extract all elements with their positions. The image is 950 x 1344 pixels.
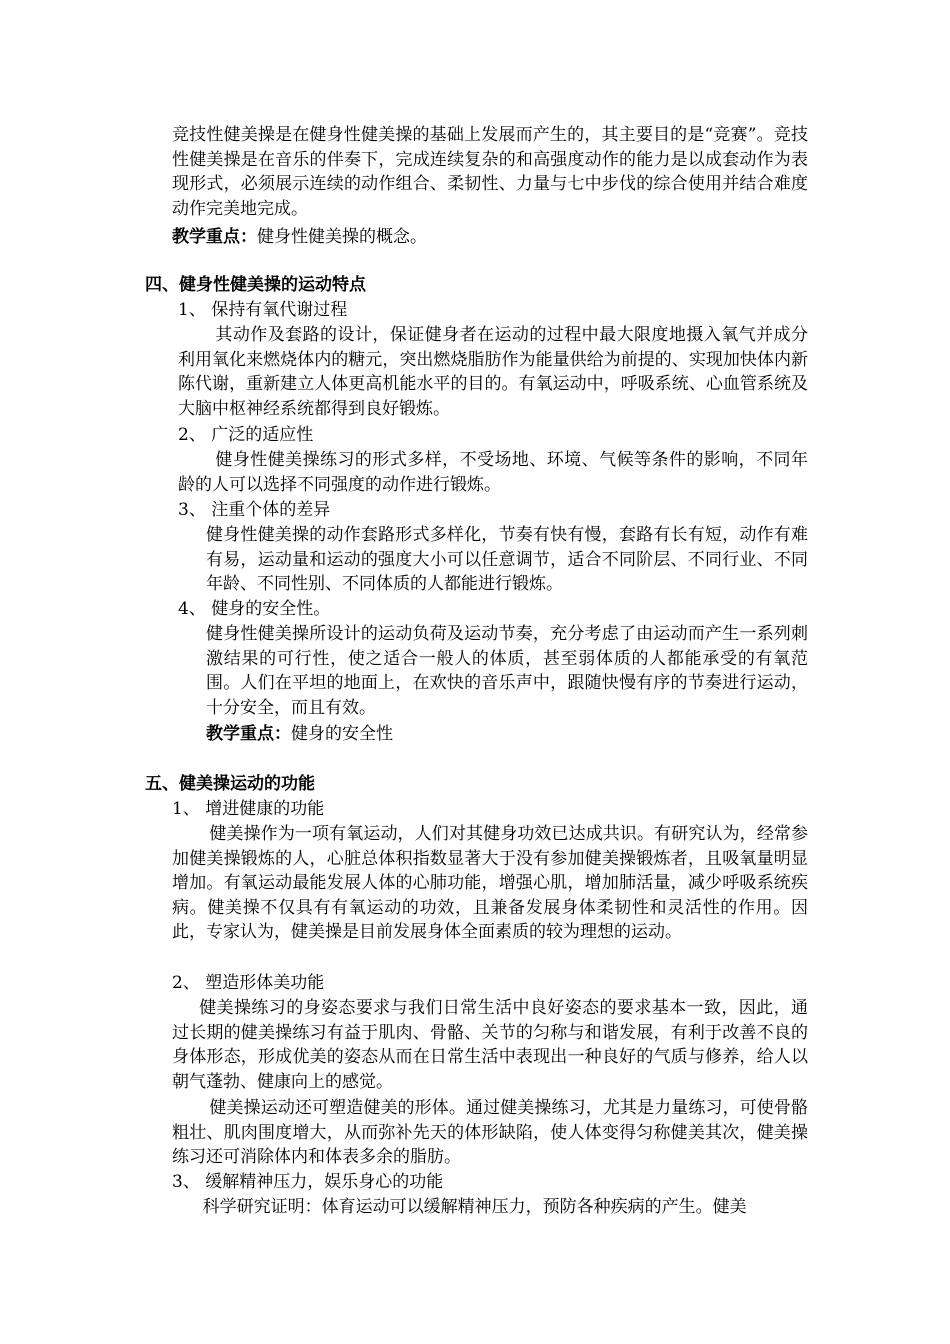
s4-key-point: [206, 722, 808, 747]
s5-item-1-body: 健美操作为一项有氧运动，人们对其健身功效已达成共识。有研究认为，经常参加健美操锻炼的人，心脏总体积指数显著大于没有参加健美操锻炼者，且吸氧量明显增加。有氧运动最能发展人体的心肺功能，增强心肌，增加肺活量，减少呼吸系统疾病。健美操不仅具有有氧运动的功效，且兼备发展身体柔韧性和灵活性的作用。因此，专家认为，健美操是目前发展身体全面素质的较为理想的运动。: [172, 824, 808, 942]
intro-key-point: [172, 225, 808, 250]
s4-item-4-heading: 4、 健身的安全性。: [178, 599, 331, 619]
s5-item-2-heading: 2、 塑造形体美功能: [172, 973, 325, 993]
s4-item-3-body: 健身性健美操的动作套路形式多样化，节奏有快有慢，套路有长有短，动作有难有易，运动量和运动的强度大小可以任意调节，适合不同阶层、不同行业、不同年龄、不同性别、不同体质的人都能进行锻炼。: [206, 525, 808, 594]
s4-item-4-body: 健身性健美操所设计的运动负荷及运动节奏，充分考虑了由运动而产生一系列刺激结果的可行性，使之适合一般人的体质，甚至弱体质的人都能承受的有氧范围。人们在平坦的地面上，在欢快的音乐声中，跟随快慢有序的节奏进行运动，十分安全，而且有效。: [206, 624, 808, 718]
section-4-title: 四、健身性健美操的运动特点: [145, 275, 366, 295]
s5-item-1-heading: 1、 增进健康的功能: [172, 799, 325, 819]
section-5-title: 五、健美操运动的功能: [145, 774, 315, 794]
s4-item-1-body: 其动作及套路的设计，保证健身者在运动的过程中最大限度地摄入氧气并成分利用氧化来燃烧体内的糖元，突出燃烧脂肪作为能量供给为前提的、实现加快体内新陈代谢，重新建立人体更高机能水平的目的。有氧运动中，呼吸系统、心血管系统及大脑中枢神经系统都得到良好锻炼。: [178, 325, 808, 419]
s4-item-1-heading: 1、 保持有氧代谢过程: [178, 300, 348, 320]
s4-item-2-heading: 2、 广泛的适应性: [178, 425, 314, 445]
s5-item-2-body: 健美操练习的身姿态要求与我们日常生活中良好姿态的要求基本一致，因此，通过长期的健美操练习有益于肌肉、骨骼、关节的匀称与和谐发展，有利于改善不良的身体形态，形成优美的姿态从而在日常生活中表现出一种良好的气质与修养，给人以朝气蓬勃、健康向上的感觉。: [172, 998, 808, 1092]
key-point-label: 教学重点：: [172, 227, 257, 247]
s5-item-3-heading: 3、 缓解精神压力，娱乐身心的功能: [172, 1172, 444, 1192]
s4-item-2-body: 健身性健美操练习的形式多样，不受场地、环境、气候等条件的影响，不同年龄的人可以选择不同强度的动作进行锻炼。: [178, 450, 808, 495]
intro-paragraph: 竞技性健美操是在健身性健美操的基础上发展而产生的，其主要目的是“竞赛”。竞技性健美操是在音乐的伴奏下，完成连续复杂的和高强度动作的能力是以成套动作为表现形式，必须展示连续的动作组合、柔韧性、力量与七中步伐的综合使用并结合难度动作完美地完成。: [172, 125, 808, 219]
s5-item-2-body-2: 健美操运动还可塑造健美的形体。通过健美操练习，尤其是力量练习，可使骨骼粗壮、肌肉围度增大，从而弥补先天的体形缺陷，使人体变得匀称健美其次，健美操练习还可消除体内和体表多余的脂肪。: [172, 1098, 808, 1167]
key-point-text: 健身性健美操的概念。: [257, 227, 427, 247]
s4-item-3-heading: 3、 注重个体的差异: [178, 500, 331, 520]
s5-item-3-body: 科学研究证明：体育运动可以缓解精神压力，预防各种疾病的产生。健美: [202, 1197, 747, 1217]
key-point-text: 健身的安全性: [291, 724, 393, 744]
key-point-label: 教学重点：: [206, 724, 291, 744]
